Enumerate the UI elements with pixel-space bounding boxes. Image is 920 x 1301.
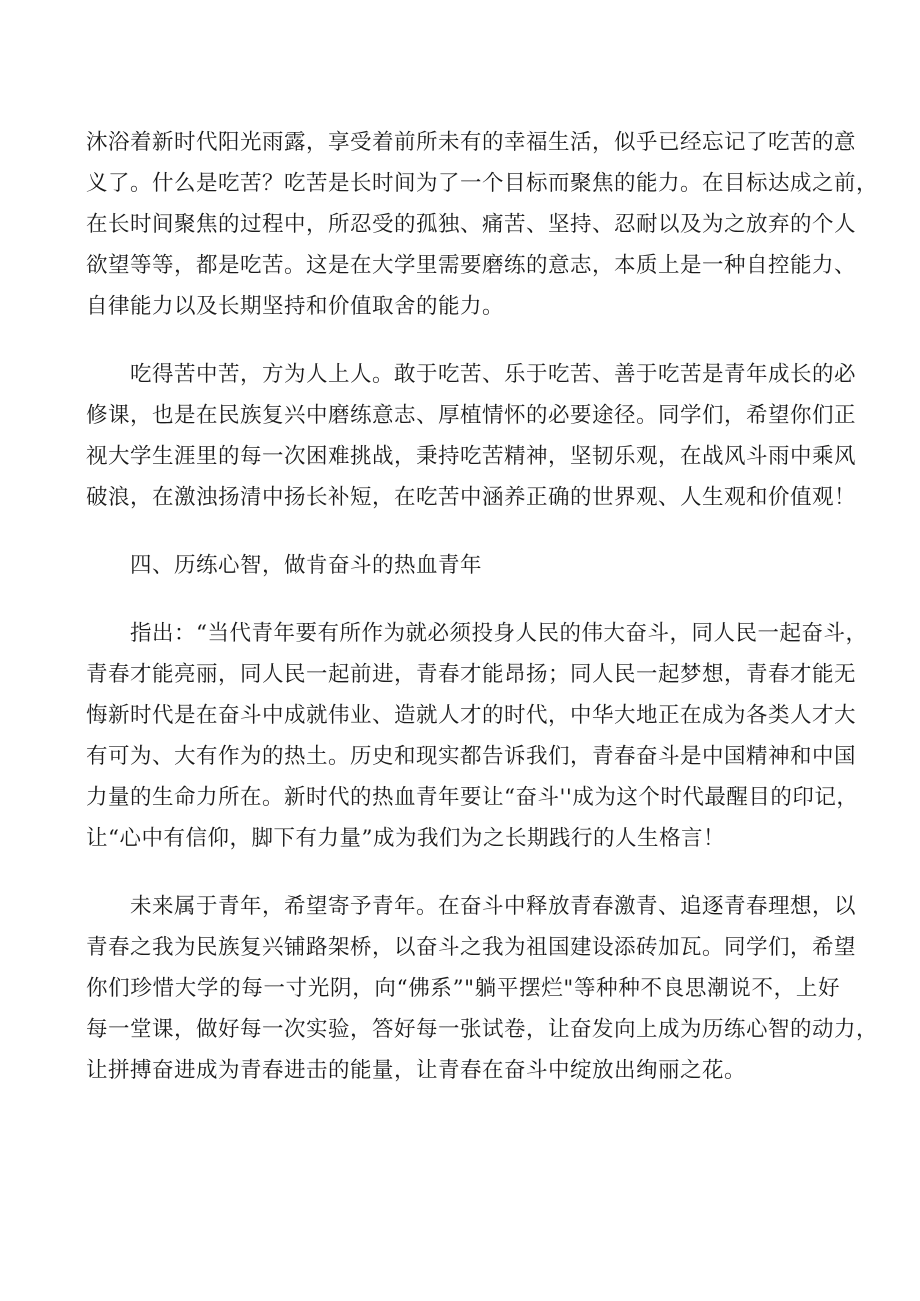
- paragraph: [86, 354, 857, 518]
- text-line: 吃得苦中苦，方为人上人。敢于吃苦、乐于吃苦、善于吃苦是青年成长的必: [130, 362, 857, 387]
- section-heading: [86, 545, 840, 586]
- text-line: 自律能力以及长期坚持和价值取舍的能力。: [86, 294, 505, 319]
- text-line: 破浪，在激浊扬清中扬长补短，在吃苦中涵养正确的世界观、人生观和价值观！: [86, 485, 857, 510]
- text-line: 欲望等等，都是吃苦。这是在大学里需要磨练的意志，本质上是一种自控能力、: [86, 253, 857, 278]
- text-line: 义了。什么是吃苦？吃苦是长时间为了一个目标而聚焦的能力。在目标达成之前，: [86, 171, 879, 196]
- text-line: 青春之我为民族复兴铺路架桥，以奋斗之我为祖国建设添砖加瓦。同学们，希望: [86, 935, 857, 960]
- document-body: [86, 122, 879, 1118]
- paragraph: [86, 613, 868, 859]
- text-line: 每一堂课，做好每一次实验，答好每一张试卷，让奋发向上成为历练心智的动力，: [86, 1017, 879, 1042]
- text-line: 让拼搏奋进成为青春进击的能量，让青春在奋斗中绽放出绚丽之花。: [86, 1058, 747, 1083]
- text-line: 在长时间聚焦的过程中，所忍受的孤独、痛苦、坚持、忍耐以及为之放弃的个人: [86, 212, 857, 237]
- text-line: 修课，也是在民族复兴中磨练意志、厚植情怀的必要途径。同学们，希望你们正: [86, 403, 857, 428]
- text-line: 你们珍惜大学的每一寸光阴，向“佛系”"躺平摆烂"等种种不良思潮说不，上好: [86, 976, 840, 1001]
- text-line: 视大学生涯里的每一次困难挑战，秉持吃苦精神，坚韧乐观，在战风斗雨中乘风: [86, 444, 857, 469]
- text-line: 指出：“当代青年要有所作为就必须投身人民的伟大奋斗，同人民一起奋斗，: [130, 621, 868, 646]
- text-line: 沐浴着新时代阳光雨露，享受着前所未有的幸福生活，似乎已经忘记了吃苦的意: [86, 130, 857, 155]
- paragraph: [86, 122, 879, 327]
- paragraph: [86, 886, 879, 1091]
- text-line: 悔新时代是在奋斗中成就伟业、造就人才的时代，中华大地正在成为各类人才大: [86, 703, 857, 728]
- text-line: 青春才能亮丽，同人民一起前进，青春才能昂扬；同人民一起梦想，青春才能无: [86, 662, 857, 687]
- text-line: 有可为、大有作为的热土。历史和现实都告诉我们，青春奋斗是中国精神和中国: [86, 744, 857, 769]
- text-line: 力量的生命力所在。新时代的热血青年要让“奋斗''成为这个时代最醒目的印记，: [86, 785, 859, 810]
- text-line: 未来属于青年，希望寄予青年。在奋斗中释放青春激青、追逐青春理想，以: [130, 894, 857, 919]
- text-line: 让“心中有信仰，脚下有力量”成为我们为之长期践行的人生格言！: [86, 826, 725, 851]
- heading-text: 四、历练心智，做肯奋斗的热血青年: [130, 553, 483, 578]
